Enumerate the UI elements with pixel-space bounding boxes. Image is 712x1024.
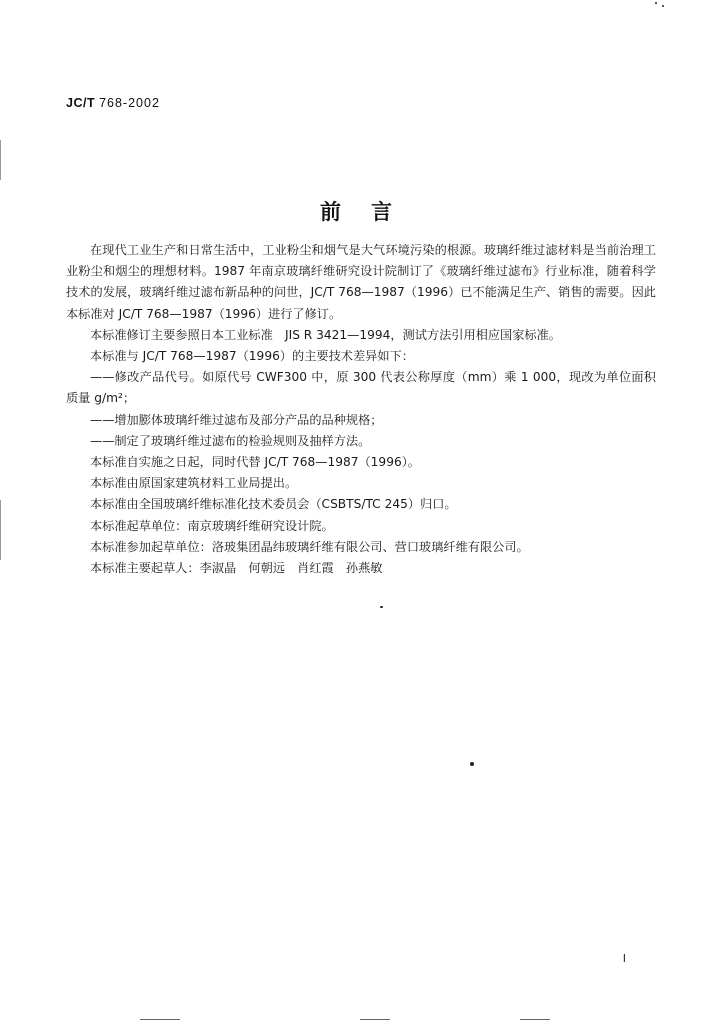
- paragraph-difference-2: ——增加膨体玻璃纤维过滤布及部分产品的品种规格；: [90, 412, 383, 427]
- paragraph-drafting-unit: 本标准起草单位：南京玻璃纤维研究设计院。: [90, 518, 334, 533]
- scan-speck: [655, 2, 657, 4]
- paragraph-proposer: 本标准由原国家建筑材料工业局提出。: [90, 476, 298, 491]
- paragraph-administrator: 本标准由全国玻璃纤维标准化技术委员会（CSBTS/TC 245）归口。: [90, 497, 457, 512]
- scan-speck: [662, 5, 664, 7]
- paragraph-drafters: 本标准主要起草人：李淑晶 何朝远 肖红霞 孙燕敏: [90, 561, 383, 576]
- paragraph-replacement: 本标准自实施之日起，同时代替 JC/T 768—1987（1996）。: [90, 455, 420, 470]
- scan-bottom-mark: [520, 1019, 550, 1020]
- scan-speck: [380, 606, 383, 608]
- scan-bottom-mark: [140, 1019, 180, 1020]
- paragraph-difference-1: ——修改产品代号。如原代号 CWF300 中，原 300 代表公称厚度（mm）乘 1 000，现改为单位面积质量 g/m²；: [66, 370, 656, 406]
- scan-edge-mark: [0, 140, 1, 180]
- page-title: 前言: [320, 200, 422, 224]
- scan-edge-mark: [0, 500, 1, 560]
- scan-bottom-mark: [360, 1019, 390, 1020]
- scan-speck: [470, 762, 474, 766]
- paragraph-participating-units: 本标准参加起草单位：洛玻集团晶纬玻璃纤维有限公司、营口玻璃纤维有限公司。: [90, 539, 529, 554]
- foreword-body: [66, 240, 656, 579]
- paragraph-intro: 在现代工业生产和日常生活中，工业粉尘和烟气是大气环境污染的根源。玻璃纤维过滤材料是当前治理工业粉尘和烟尘的理想材料。1987 年南京玻璃纤维研究设计院制订了《玻璃纤维过滤布》行业标准，随着科学技术的发展，玻璃纤维过滤布新品种的问世，JC/T 768—1987（1996）已不能满足生产、销售的需要。因此本标准对 JC/T 768—1987（1996）进行了修订。: [66, 243, 656, 321]
- standard-code-number: 768-2002: [99, 96, 160, 110]
- paragraph-differences-heading: 本标准与 JC/T 768—1987（1996）的主要技术差异如下：: [90, 349, 414, 364]
- paragraph-reference: 本标准修订主要参照日本工业标准 JIS R 3421—1994，测试方法引用相应国家标准。: [90, 327, 561, 342]
- page-number: I: [622, 952, 626, 965]
- standard-code: [66, 96, 160, 110]
- paragraph-difference-3: ——制定了玻璃纤维过滤布的检验规则及抽样方法。: [90, 433, 371, 448]
- standard-code-prefix: JC/T: [66, 96, 96, 110]
